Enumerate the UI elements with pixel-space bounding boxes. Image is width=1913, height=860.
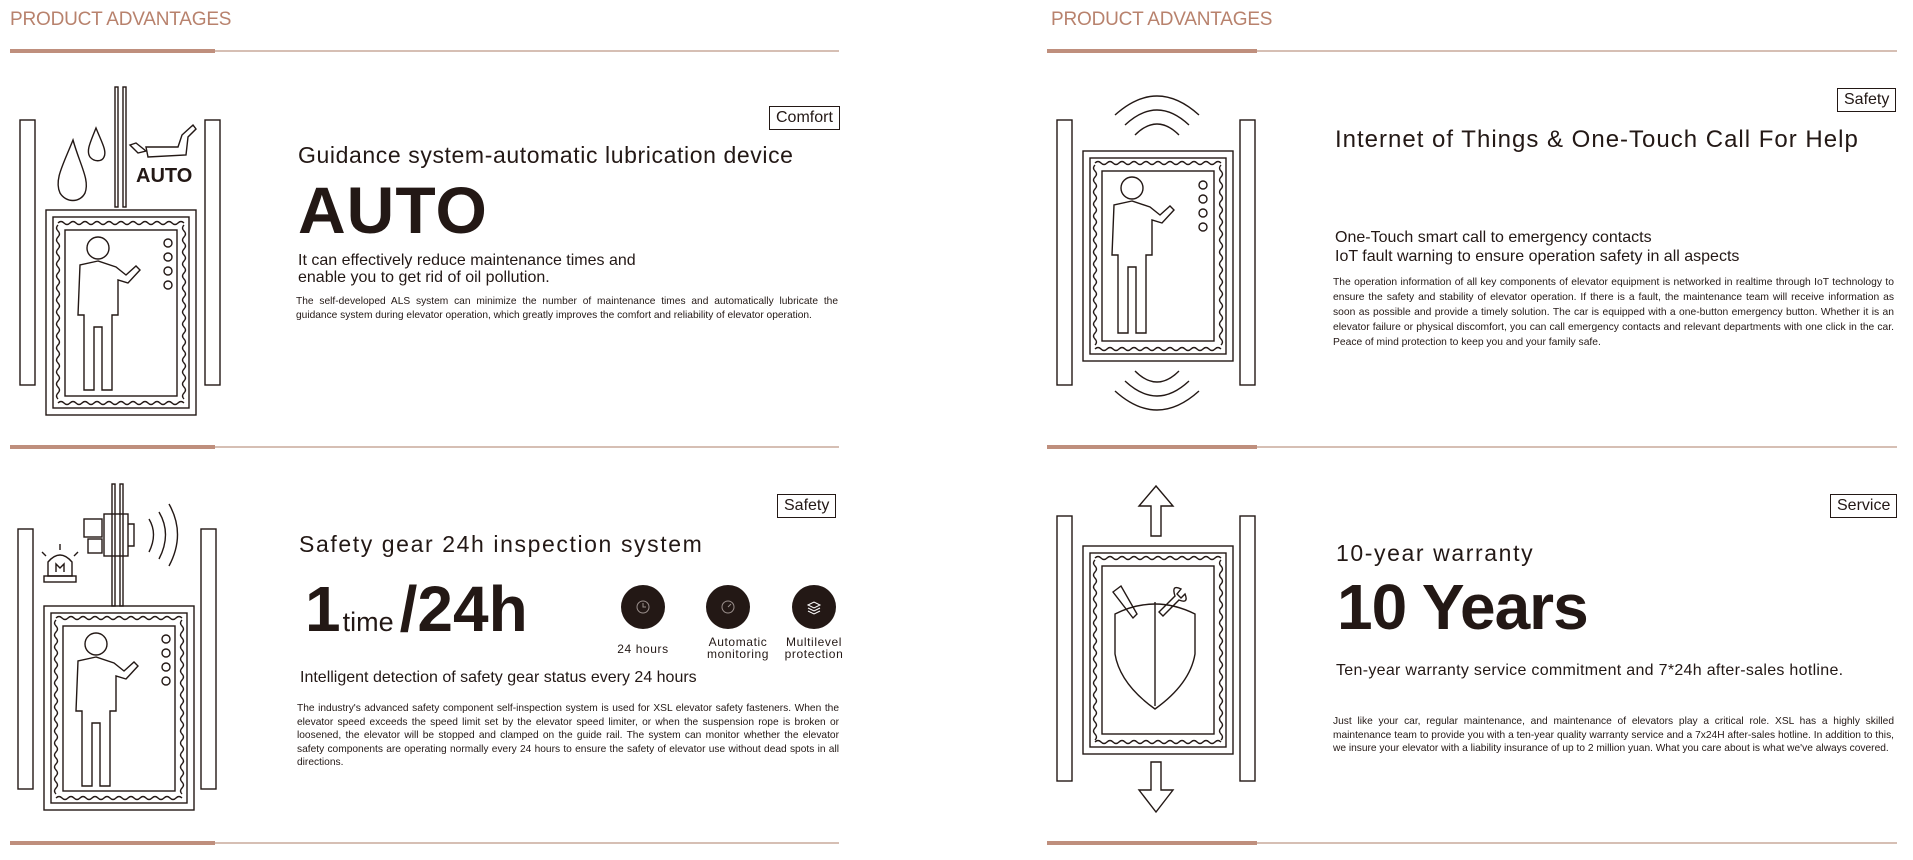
subtitle-line-1: Intelligent detection of safety gear status every 24 hours — [300, 669, 697, 686]
layers-icon — [792, 585, 836, 629]
subtitle-line-1: It can effectively reduce maintenance times and — [298, 252, 636, 269]
body-text-warranty: Just like your car, regular maintenance, and maintenance of elevators play a critical role. XSL has a highly skilled maintenance team to provide you with a ten-year quality warranty service and a 7x24H after-sales hotline. In addition to this, we insure your elevator with a liability insurance of up to 2 million yuan. What you care about is what we've always covered. — [1333, 716, 1894, 754]
divider-top-right — [1047, 50, 1897, 52]
tag-safety-iot: Safety — [1837, 88, 1896, 112]
elevator-iot-illustration — [1055, 85, 1265, 420]
icon-label-24-hours: 24 hours — [617, 642, 669, 656]
frequency-unit: time — [342, 607, 394, 637]
subtitle-line-2: enable you to get rid of oil pollution. — [298, 269, 550, 286]
feature-title-warranty: 10-year warranty — [1336, 540, 1535, 566]
divider-middle-left — [10, 446, 839, 448]
elevator-warranty-illustration — [1055, 484, 1265, 819]
clock-icon — [621, 585, 665, 629]
elevator-lubrication-illustration — [18, 85, 228, 420]
subtitle-line-1: Ten-year warranty service commitment and 7*24h after-sales hotline. — [1336, 662, 1844, 679]
icon-label-automatic: Automatic — [708, 635, 768, 649]
tag-safety-gear: Safety — [777, 494, 836, 518]
divider-bottom-right — [1047, 842, 1897, 844]
divider-top-left — [10, 50, 839, 52]
tag-comfort: Comfort — [769, 106, 840, 130]
subtitle-line-2: IoT fault warning to ensure operation safety in all aspects — [1335, 248, 1740, 265]
section-title-right: PRODUCT ADVANTAGES — [1051, 9, 1273, 30]
elevator-safety-gear-illustration — [16, 484, 226, 819]
illustration-auto-label: AUTO — [136, 165, 193, 187]
frequency-number: 1 — [305, 573, 341, 645]
divider-bottom-left — [10, 842, 839, 844]
body-text-safety-gear: The industry's advanced safety component self-inspection system is used for XSL elevator safety fasteners. When the elevator speed exceeds the speed limit set by the elevator speed limiter, or when the suspension rope is broken or loosened, the elevator will be stopped and clamped on the guide rail. The system can monitor whether the elevator safety components are operating normally every 24 hours to ensure the safety of elevator use without dead spots in all directions. — [297, 703, 839, 768]
feature-title-safety-gear: Safety gear 24h inspection system — [299, 531, 704, 557]
section-title-left: PRODUCT ADVANTAGES — [10, 9, 232, 30]
subtitle-line-1: One-Touch smart call to emergency contacts — [1335, 229, 1652, 246]
body-text-lubrication: The self-developed ALS system can minimize the number of maintenance times and automatically lubricate the guidance system during elevator operation, which greatly improves the comfort and reliability of elevator operation. — [296, 296, 838, 321]
feature-title-iot: Internet of Things & One-Touch Call For Help — [1335, 126, 1859, 153]
icon-label-protection: protection — [784, 647, 844, 661]
gauge-icon — [706, 585, 750, 629]
frequency-period: /24h — [399, 573, 528, 645]
tag-service: Service — [1830, 494, 1897, 518]
big-heading-auto: AUTO — [298, 173, 488, 247]
big-heading-10-years: 10 Years — [1337, 571, 1588, 643]
feature-title-lubrication: Guidance system-automatic lubrication device — [298, 142, 794, 168]
body-text-iot: The operation information of all key components of elevator equipment is networked in realtime through IoT technology to ensure the safety and stability of elevator operation. If there is a fault, the maintenance team will receive information as soon as possible and provide a timely solution. The car is equipped with a one-button emergency button. Whether it is an elevator failure or physical discomfort, you can call emergency contacts and relevant departments with one click in the car. Peace of mind protection to keep you and your family safe. — [1333, 277, 1894, 348]
icon-label-multilevel: Multilevel — [785, 635, 842, 649]
big-heading-frequency — [305, 570, 528, 661]
icon-label-monitoring: monitoring — [706, 647, 770, 661]
divider-middle-right — [1047, 446, 1897, 448]
